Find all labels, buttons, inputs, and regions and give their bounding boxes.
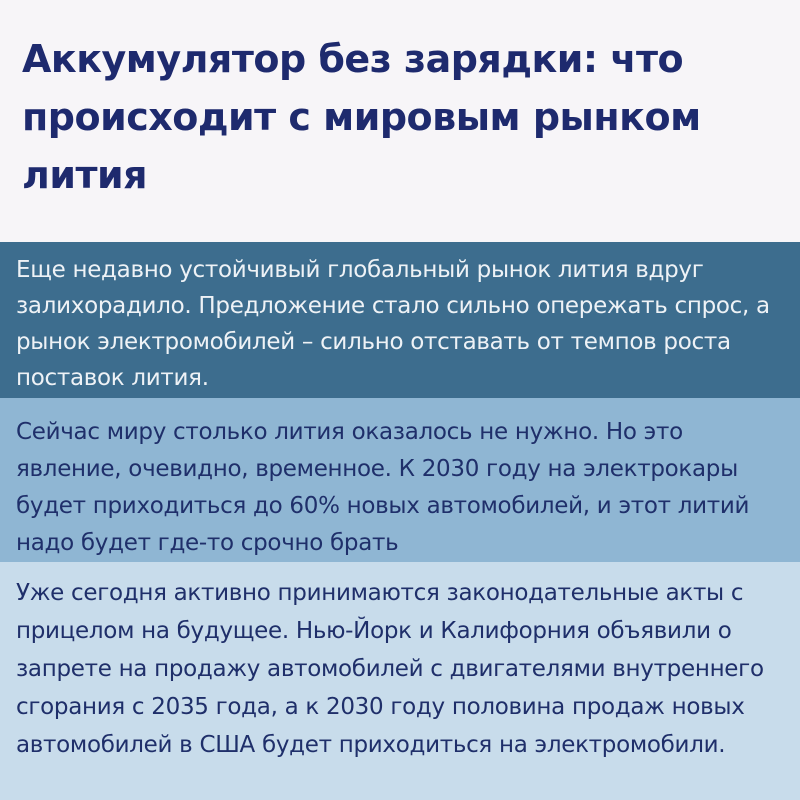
paragraph-band-3 (0, 562, 800, 800)
paragraph-band-1 (0, 242, 800, 398)
paragraph-3: Уже сегодня активно принимаются законодательные акты с прицелом на будущее. Нью-Йорк и Калифорния объявили о запрете на продажу автомобилей с двигателями внутреннего сгорания с 2035 года, а к 2030 году половина продаж новых автомобилей в США будет приходиться на электромобили. (16, 580, 764, 758)
paragraph-2: Сейчас миру столько лития оказалось не нужно. Но это явление, очевидно, временное. К 2030 году на электрокары будет приходиться до 60% новых автомобилей, и этот литий надо будет где-то срочно брать (16, 419, 750, 556)
paragraph-1: Еще недавно устойчивый глобальный рынок лития вдруг залихорадило. Предложение стало сильно опережать спрос, а рынок электромобилей – сильно отставать от темпов роста поставок лития. (16, 257, 770, 391)
paragraph-band-2 (0, 398, 800, 562)
title-block (0, 0, 800, 242)
article-title: Аккумулятор без зарядки: что происходит с мировым рынком лития (22, 37, 701, 197)
